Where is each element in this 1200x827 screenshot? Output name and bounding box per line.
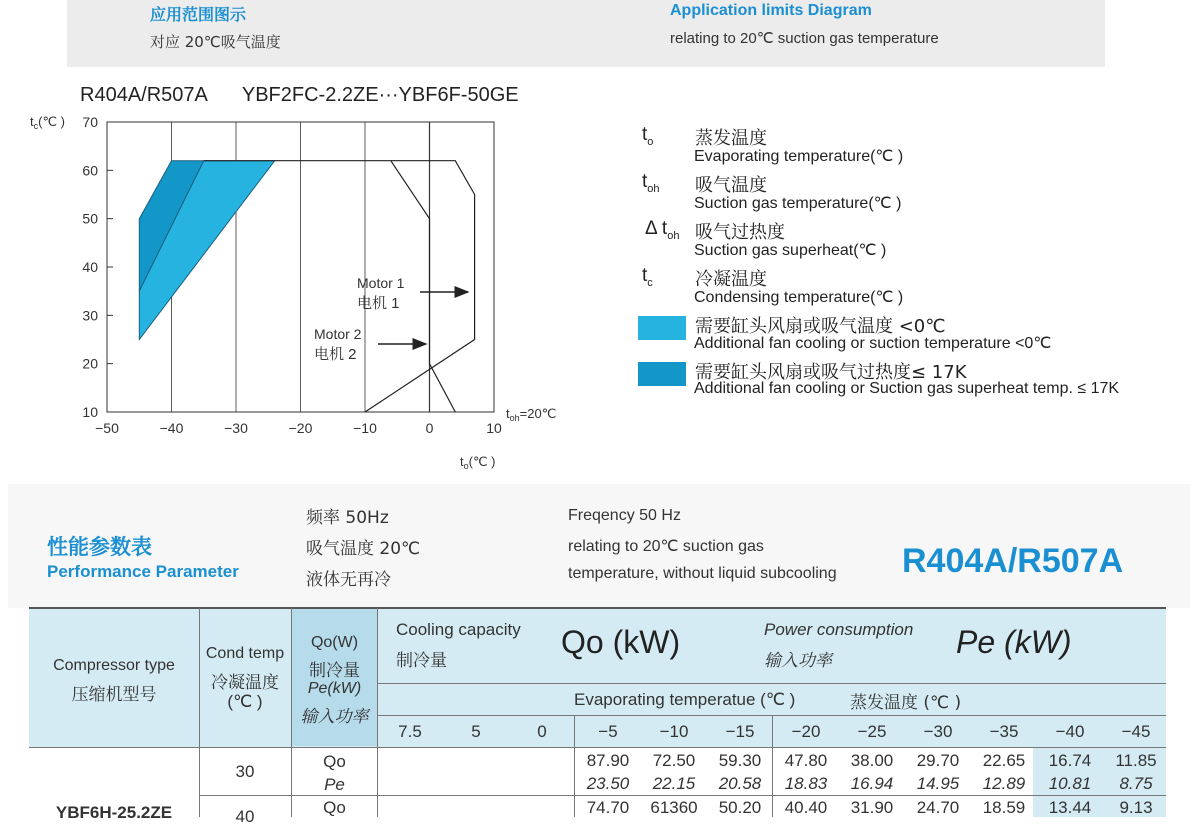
cond-suction-cn: 吸气温度 20℃ [306, 539, 421, 559]
row-cond-40: 40 [235, 807, 255, 826]
performance-title-cn: 性能参数表 [47, 535, 152, 559]
legend-symbol-toh: $t_{oh}$ [642, 171, 660, 195]
evap-temp-0: 7.5 [398, 722, 422, 741]
table-cell: 22.15 [652, 774, 696, 793]
col-rule-1 [199, 608, 200, 817]
table-cell: 9.13 [1119, 798, 1153, 817]
row-qo-label-30: Qo [323, 752, 346, 771]
evap-temp-7: −25 [857, 722, 887, 741]
h-compressor-cn: 压缩机型号 [71, 685, 157, 705]
cond-frequency-en: Freqency 50 Hz [568, 507, 681, 524]
x-tick-label: 10 [486, 420, 502, 436]
legend-to-cn: 蒸发温度 [695, 128, 767, 149]
h-cond-cn: 冷凝温度 [211, 673, 279, 693]
table-cell: 11.85 [1115, 751, 1157, 770]
legend-swatch-dark [638, 362, 686, 386]
y-tick-label: 30 [82, 307, 98, 324]
table-cell: 16.94 [850, 774, 894, 793]
table-cell: 72.50 [652, 751, 696, 770]
y-tick-label: 60 [82, 162, 98, 179]
evap-temp-5: −15 [725, 722, 755, 741]
y-tick-label: 50 [82, 210, 98, 227]
y-tick-label: 40 [82, 259, 98, 275]
x-tick-label: −40 [159, 420, 184, 436]
h-evap-en: Evaporating temperatue (℃ ) [574, 690, 796, 709]
legend-to-en: Evaporating temperature(℃ ) [694, 148, 904, 165]
h-evap-cn: 蒸发温度 (℃ ) [850, 693, 962, 713]
legend-dtoh-cn: 吸气过热度 [695, 222, 785, 243]
evap-temp-4: −10 [659, 722, 689, 741]
y-tick-label: 10 [82, 404, 98, 420]
cond-suction-en: relating to 20℃ suction gas [568, 538, 764, 555]
h-power-cn: 输入功率 [764, 651, 832, 671]
table-cell: 38.00 [850, 751, 894, 770]
legend-swatch-light [638, 316, 686, 340]
y-tick-label: 20 [82, 355, 98, 372]
legend-light-cn: 需要缸头风扇或吸气温度 <0℃ [695, 316, 946, 337]
diagram-heading [80, 84, 519, 107]
table-cell: 61360 [650, 798, 698, 817]
h-cond-en: Cond temp [205, 645, 285, 662]
evap-temp-11: −45 [1121, 722, 1151, 741]
table-cell: 10.81 [1048, 774, 1092, 793]
diagram-models: YBF2FC-2.2ZE···YBF6F-50GE [241, 84, 519, 106]
motor2-label-en: Motor 2 [314, 326, 362, 342]
evap-temp-8: −30 [923, 722, 953, 741]
table-cell: 23.50 [586, 774, 630, 793]
row-qo-label-40: Qo [323, 798, 346, 817]
h-pe-big: Pe (kW) [956, 624, 1072, 660]
legend-symbol-tc: $t_c$ [642, 265, 653, 289]
table-cell: 31.90 [850, 798, 894, 817]
evap-temp-3: −5 [598, 722, 618, 741]
x-tick-label: −30 [224, 420, 248, 436]
table-cell: 13.44 [1048, 798, 1092, 817]
evap-temp-10: −40 [1055, 722, 1085, 741]
performance-refrigerant: R404A/R507A [902, 542, 1124, 580]
h-pe-kw: Pe(kW) [307, 680, 362, 697]
header-inner-rule-1 [377, 683, 1166, 684]
h-pe-cn: 输入功率 [300, 707, 369, 727]
legend-toh-en: Suction gas temperature(℃ ) [694, 195, 902, 212]
row-cond-30: 30 [235, 762, 255, 781]
evap-temp-6: −20 [791, 722, 821, 741]
h-cooling-cn: 制冷量 [396, 651, 447, 671]
table-cell: 29.70 [916, 751, 960, 770]
row-rule [199, 795, 1166, 796]
legend-dtoh-en: Suction gas superheat(℃ ) [694, 242, 887, 259]
x-axis-label: $t_o(℃$ ) [460, 454, 496, 471]
h-compressor-en: Compressor type [53, 657, 175, 674]
h-qo-w: Qo(W) [310, 634, 359, 651]
legend-tc-en: Condensing temperature(℃ ) [694, 289, 904, 306]
banner-title-en: Application limits Diagram [670, 2, 872, 19]
table-cell: 22.65 [982, 751, 1026, 770]
toh-annotation: $t_{oh}=20℃$ [506, 406, 557, 423]
legend-tc-cn: 冷凝温度 [695, 269, 767, 290]
legend-dark-cn: 需要缸头风扇或吸气过热度≤ 17K [695, 362, 967, 383]
table-cell: 24.70 [916, 798, 960, 817]
motor1-label-en: Motor 1 [357, 275, 405, 291]
h-cooling-en: Cooling capacity [396, 620, 521, 639]
performance-title-en: Performance Parameter [47, 562, 239, 581]
col-rule-3 [377, 608, 378, 817]
table-cell: 16.74 [1048, 751, 1092, 770]
table-cell: 12.89 [982, 774, 1026, 793]
table-cell: 50.20 [718, 798, 762, 817]
table-cell: 74.70 [586, 798, 630, 817]
x-tick-label: −50 [95, 420, 119, 436]
table-cell: 18.59 [982, 798, 1026, 817]
motor2-label-cn: 电机 2 [314, 346, 357, 363]
table-cell: 40.40 [784, 798, 828, 817]
application-limits-chart [20, 108, 580, 473]
h-cond-unit: (℃ ) [227, 692, 263, 711]
table-cell: 87.90 [586, 751, 630, 770]
evap-temp-1: 5 [471, 722, 481, 741]
legend-light-en: Additional fan cooling or suction temperature <0℃ [694, 335, 1052, 352]
table-cell: 14.95 [916, 774, 960, 793]
table-cell: 47.80 [784, 751, 828, 770]
table-cell: 18.83 [784, 774, 828, 793]
motor1-label-cn: 电机 1 [357, 295, 400, 312]
diagram-refrigerant: R404A/R507A [80, 84, 208, 106]
evap-temp-9: −35 [989, 722, 1019, 741]
cond-subcool-cn: 液体无再冷 [306, 570, 391, 590]
h-power-en: Power consumption [764, 620, 914, 639]
table-cell: 8.75 [1119, 774, 1153, 793]
legend-toh-cn: 吸气温度 [695, 175, 767, 196]
legend-symbol-to: $t_o$ [642, 124, 654, 148]
cond-subcool-en: temperature, without liquid subcooling [568, 565, 837, 582]
h-qo-kw: Qo (kW) [561, 624, 681, 660]
banner-title-cn: 应用范围图示 [150, 5, 247, 24]
evap-temp-2: 0 [537, 722, 547, 741]
table-cell: 20.58 [718, 774, 762, 793]
x-tick-label: −20 [288, 420, 313, 436]
cond-frequency-cn: 频率 50Hz [306, 508, 389, 528]
model-name: YBF6H-25.2ZE [55, 803, 173, 822]
row-pe-label-30: Pe [324, 775, 345, 794]
table-cell: 59.30 [718, 751, 762, 770]
legend-symbol-dtoh: Δ $t_{oh}$ [645, 218, 680, 242]
x-tick-label: −10 [353, 420, 377, 436]
h-qo-cn: 制冷量 [309, 661, 360, 681]
banner-subtitle-en: relating to 20℃ suction gas temperature [670, 30, 939, 47]
legend-dark-en: Additional fan cooling or Suction gas superheat temp. ≤ 17K [694, 380, 1120, 397]
y-axis-label: $t_c(℃$ ) [30, 114, 65, 131]
banner-subtitle-cn: 对应 20℃吸气温度 [150, 33, 281, 51]
y-tick-label: 70 [82, 114, 98, 130]
x-tick-label: 0 [425, 420, 434, 436]
